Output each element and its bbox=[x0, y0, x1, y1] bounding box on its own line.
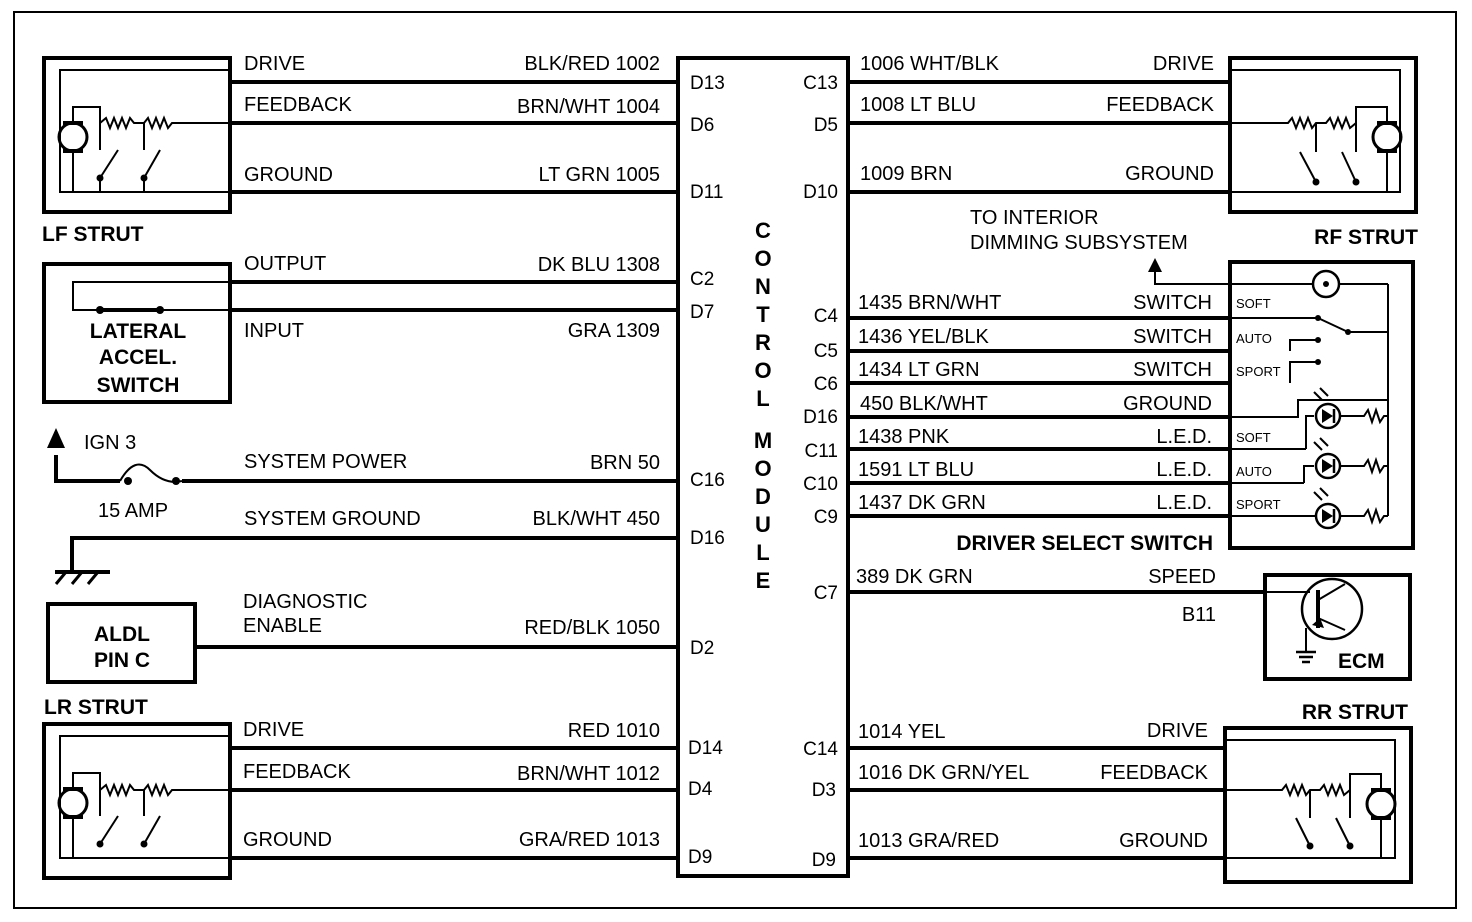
svg-text:C6: C6 bbox=[813, 374, 838, 395]
svg-text:SWITCH: SWITCH bbox=[96, 374, 180, 397]
right-circuit-feedback-rf bbox=[814, 94, 1215, 136]
right-circuit-switch-auto bbox=[814, 326, 1212, 362]
arrow-up-icon bbox=[1148, 258, 1162, 272]
left-circuit-ground-lf bbox=[244, 164, 723, 203]
right-circuit-ground-rr bbox=[812, 830, 1208, 871]
ground-icon bbox=[55, 572, 110, 584]
svg-text:1434 LT GRN: 1434 LT GRN bbox=[858, 359, 980, 381]
right-circuit-speed bbox=[814, 566, 1216, 604]
svg-text:B11: B11 bbox=[1181, 604, 1216, 626]
svg-text:C5: C5 bbox=[813, 341, 838, 362]
svg-text:DIAGNOSTIC: DIAGNOSTIC bbox=[243, 591, 368, 613]
svg-text:SOFT: SOFT bbox=[1236, 430, 1271, 445]
svg-text:ENABLE: ENABLE bbox=[243, 615, 322, 637]
svg-text:GROUND: GROUND bbox=[243, 829, 332, 851]
motor-icon bbox=[1367, 790, 1395, 818]
svg-text:SYSTEM POWER: SYSTEM POWER bbox=[244, 451, 408, 473]
svg-text:BLK/RED 1002: BLK/RED 1002 bbox=[524, 53, 660, 75]
right-circuit-led-ground bbox=[803, 393, 1212, 428]
svg-text:ACCEL.: ACCEL. bbox=[98, 346, 178, 369]
svg-text:ALDL: ALDL bbox=[94, 623, 150, 646]
right-circuit-switch-soft bbox=[814, 292, 1212, 327]
left-circuit-output bbox=[244, 253, 714, 290]
left-circuit-drive-lf bbox=[244, 53, 725, 94]
svg-text:D9: D9 bbox=[811, 850, 836, 871]
svg-text:LATERAL: LATERAL bbox=[89, 320, 187, 343]
svg-text:RED/BLK 1050: RED/BLK 1050 bbox=[524, 617, 660, 639]
right-circuit-drive-rr bbox=[803, 720, 1208, 760]
svg-text:C9: C9 bbox=[813, 507, 838, 528]
aldl-connector bbox=[48, 604, 195, 682]
svg-text:LT GRN 1005: LT GRN 1005 bbox=[538, 164, 660, 186]
svg-text:1591 LT BLU: 1591 LT BLU bbox=[858, 459, 975, 481]
left-circuit-system-power bbox=[244, 451, 725, 491]
svg-text:BRN 50: BRN 50 bbox=[589, 452, 660, 474]
svg-text:GROUND: GROUND bbox=[1123, 393, 1212, 415]
svg-text:L: L bbox=[756, 386, 770, 411]
svg-text:SOFT: SOFT bbox=[1236, 296, 1271, 311]
arrow-up-icon bbox=[47, 428, 65, 448]
svg-text:450 BLK/WHT: 450 BLK/WHT bbox=[860, 393, 988, 415]
svg-text:O: O bbox=[754, 456, 772, 481]
rr-strut-label: RR STRUT bbox=[1301, 701, 1408, 724]
svg-text:T: T bbox=[756, 302, 770, 327]
svg-text:1014 YEL: 1014 YEL bbox=[858, 721, 946, 743]
motor-icon bbox=[59, 789, 87, 817]
right-circuit-ground-rf bbox=[803, 163, 1214, 203]
svg-text:M: M bbox=[753, 428, 773, 453]
svg-text:L.E.D.: L.E.D. bbox=[1156, 492, 1212, 514]
svg-text:FEEDBACK: FEEDBACK bbox=[243, 761, 351, 783]
left-circuit-system-ground bbox=[244, 508, 725, 549]
svg-text:INPUT: INPUT bbox=[244, 320, 304, 342]
svg-text:FEEDBACK: FEEDBACK bbox=[1106, 94, 1214, 116]
svg-text:C16: C16 bbox=[690, 470, 725, 491]
svg-text:O: O bbox=[754, 358, 772, 383]
svg-text:D10: D10 bbox=[803, 182, 838, 203]
svg-text:D5: D5 bbox=[813, 115, 838, 136]
svg-text:IGN 3: IGN 3 bbox=[84, 432, 137, 454]
svg-text:1013 GRA/RED: 1013 GRA/RED bbox=[858, 830, 1000, 852]
svg-text:SPORT: SPORT bbox=[1236, 497, 1281, 512]
right-circuit-led-auto bbox=[803, 459, 1212, 495]
svg-text:1438 PNK: 1438 PNK bbox=[858, 426, 950, 448]
svg-text:SWITCH: SWITCH bbox=[1133, 326, 1212, 348]
svg-text:C2: C2 bbox=[690, 269, 715, 290]
svg-text:D14: D14 bbox=[688, 738, 723, 759]
svg-text:1008 LT BLU: 1008 LT BLU bbox=[860, 94, 977, 116]
svg-text:D3: D3 bbox=[811, 780, 836, 801]
svg-text:PIN C: PIN C bbox=[93, 649, 151, 672]
svg-text:R: R bbox=[755, 330, 771, 355]
svg-text:1437 DK GRN: 1437 DK GRN bbox=[858, 492, 986, 514]
svg-text:DK BLU 1308: DK BLU 1308 bbox=[537, 254, 660, 276]
lf-strut-label: LF STRUT bbox=[42, 223, 144, 246]
svg-text:D16: D16 bbox=[690, 528, 725, 549]
svg-text:DRIVE: DRIVE bbox=[1146, 720, 1208, 742]
svg-text:U: U bbox=[755, 512, 771, 537]
svg-text:C10: C10 bbox=[803, 474, 838, 495]
rf-strut-label: RF STRUT bbox=[1314, 226, 1418, 249]
svg-text:D16: D16 bbox=[803, 407, 838, 428]
svg-text:D11: D11 bbox=[690, 182, 724, 203]
svg-text:GRA/RED 1013: GRA/RED 1013 bbox=[518, 829, 660, 851]
svg-text:DRIVE: DRIVE bbox=[244, 53, 306, 75]
svg-text:1016 DK GRN/YEL: 1016 DK GRN/YEL bbox=[858, 762, 1030, 784]
svg-text:D4: D4 bbox=[688, 779, 713, 800]
svg-text:GROUND: GROUND bbox=[244, 164, 333, 186]
svg-text:D2: D2 bbox=[690, 638, 715, 659]
motor-icon bbox=[1373, 123, 1401, 151]
led-auto-icon bbox=[1316, 454, 1340, 478]
svg-text:L: L bbox=[756, 540, 770, 565]
rr-strut bbox=[1225, 701, 1411, 882]
svg-text:OUTPUT: OUTPUT bbox=[244, 253, 327, 275]
svg-text:BLK/WHT 450: BLK/WHT 450 bbox=[532, 508, 660, 530]
left-circuit-ground-lr bbox=[243, 829, 712, 868]
svg-text:GROUND: GROUND bbox=[1125, 163, 1214, 185]
left-circuit-drive-lr bbox=[243, 719, 723, 759]
svg-text:D9: D9 bbox=[688, 847, 713, 868]
svg-text:D: D bbox=[755, 484, 771, 509]
rf-strut bbox=[1230, 58, 1418, 249]
svg-text:FEEDBACK: FEEDBACK bbox=[1100, 762, 1208, 784]
svg-text:15 AMP: 15 AMP bbox=[98, 500, 169, 522]
svg-text:E: E bbox=[755, 568, 771, 593]
right-circuit-led-soft bbox=[805, 426, 1212, 462]
svg-text:GROUND: GROUND bbox=[1119, 830, 1208, 852]
svg-text:BRN/WHT 1012: BRN/WHT 1012 bbox=[516, 763, 660, 785]
transistor-icon bbox=[1302, 579, 1362, 639]
svg-text:DRIVE: DRIVE bbox=[243, 719, 305, 741]
left-circuit-feedback-lf bbox=[244, 94, 714, 136]
led-soft-icon bbox=[1316, 404, 1340, 428]
svg-text:O: O bbox=[754, 246, 772, 271]
svg-text:SYSTEM GROUND: SYSTEM GROUND bbox=[244, 508, 421, 530]
lr-strut bbox=[44, 696, 230, 878]
left-circuit-feedback-lr bbox=[243, 761, 713, 800]
svg-text:D13: D13 bbox=[690, 73, 725, 94]
svg-text:DRIVE: DRIVE bbox=[1152, 53, 1214, 75]
ignition-fuse bbox=[47, 428, 182, 522]
right-circuit-feedback-rr bbox=[812, 762, 1209, 801]
svg-text:DIMMING SUBSYSTEM: DIMMING SUBSYSTEM bbox=[970, 232, 1188, 254]
svg-text:1009 BRN: 1009 BRN bbox=[860, 163, 953, 185]
driver-select-switch-label: DRIVER SELECT SWITCH bbox=[956, 532, 1213, 555]
svg-text:C13: C13 bbox=[803, 73, 838, 94]
lr-strut-label: LR STRUT bbox=[44, 696, 148, 719]
svg-text:SWITCH: SWITCH bbox=[1133, 292, 1212, 314]
svg-text:389 DK GRN: 389 DK GRN bbox=[856, 566, 973, 588]
led-sport-icon bbox=[1316, 504, 1340, 528]
svg-text:L.E.D.: L.E.D. bbox=[1156, 426, 1212, 448]
svg-text:D6: D6 bbox=[690, 115, 715, 136]
svg-text:1006 WHT/BLK: 1006 WHT/BLK bbox=[860, 53, 999, 75]
svg-text:SWITCH: SWITCH bbox=[1133, 359, 1212, 381]
right-circuit-led-sport bbox=[814, 492, 1212, 528]
svg-text:TO INTERIOR: TO INTERIOR bbox=[970, 207, 1099, 229]
interior-dimming-note bbox=[970, 207, 1312, 284]
svg-text:L.E.D.: L.E.D. bbox=[1156, 459, 1212, 481]
right-circuit-drive-rf bbox=[803, 53, 1214, 94]
svg-text:D7: D7 bbox=[690, 302, 715, 323]
lf-strut bbox=[42, 58, 230, 246]
lateral-accel-switch bbox=[44, 264, 230, 402]
svg-text:SPORT: SPORT bbox=[1236, 364, 1281, 379]
svg-text:AUTO: AUTO bbox=[1236, 331, 1272, 346]
svg-text:C14: C14 bbox=[803, 739, 838, 760]
svg-text:BRN/WHT 1004: BRN/WHT 1004 bbox=[516, 96, 660, 118]
svg-text:1436 YEL/BLK: 1436 YEL/BLK bbox=[858, 326, 989, 348]
svg-text:1435 BRN/WHT: 1435 BRN/WHT bbox=[858, 292, 1002, 314]
svg-text:ECM: ECM bbox=[1338, 650, 1385, 673]
control-module-label bbox=[754, 218, 772, 593]
svg-text:SPEED: SPEED bbox=[1148, 566, 1216, 588]
right-circuit-switch-sport bbox=[814, 359, 1212, 395]
svg-text:C: C bbox=[755, 218, 771, 243]
svg-text:GRA 1309: GRA 1309 bbox=[567, 320, 660, 342]
svg-text:C7: C7 bbox=[813, 583, 838, 604]
svg-text:FEEDBACK: FEEDBACK bbox=[244, 94, 352, 116]
svg-text:AUTO: AUTO bbox=[1236, 464, 1272, 479]
svg-text:C11: C11 bbox=[804, 441, 838, 462]
motor-icon bbox=[59, 123, 87, 151]
svg-text:C4: C4 bbox=[813, 306, 838, 327]
svg-text:N: N bbox=[755, 274, 771, 299]
svg-text:RED 1010: RED 1010 bbox=[567, 720, 660, 742]
